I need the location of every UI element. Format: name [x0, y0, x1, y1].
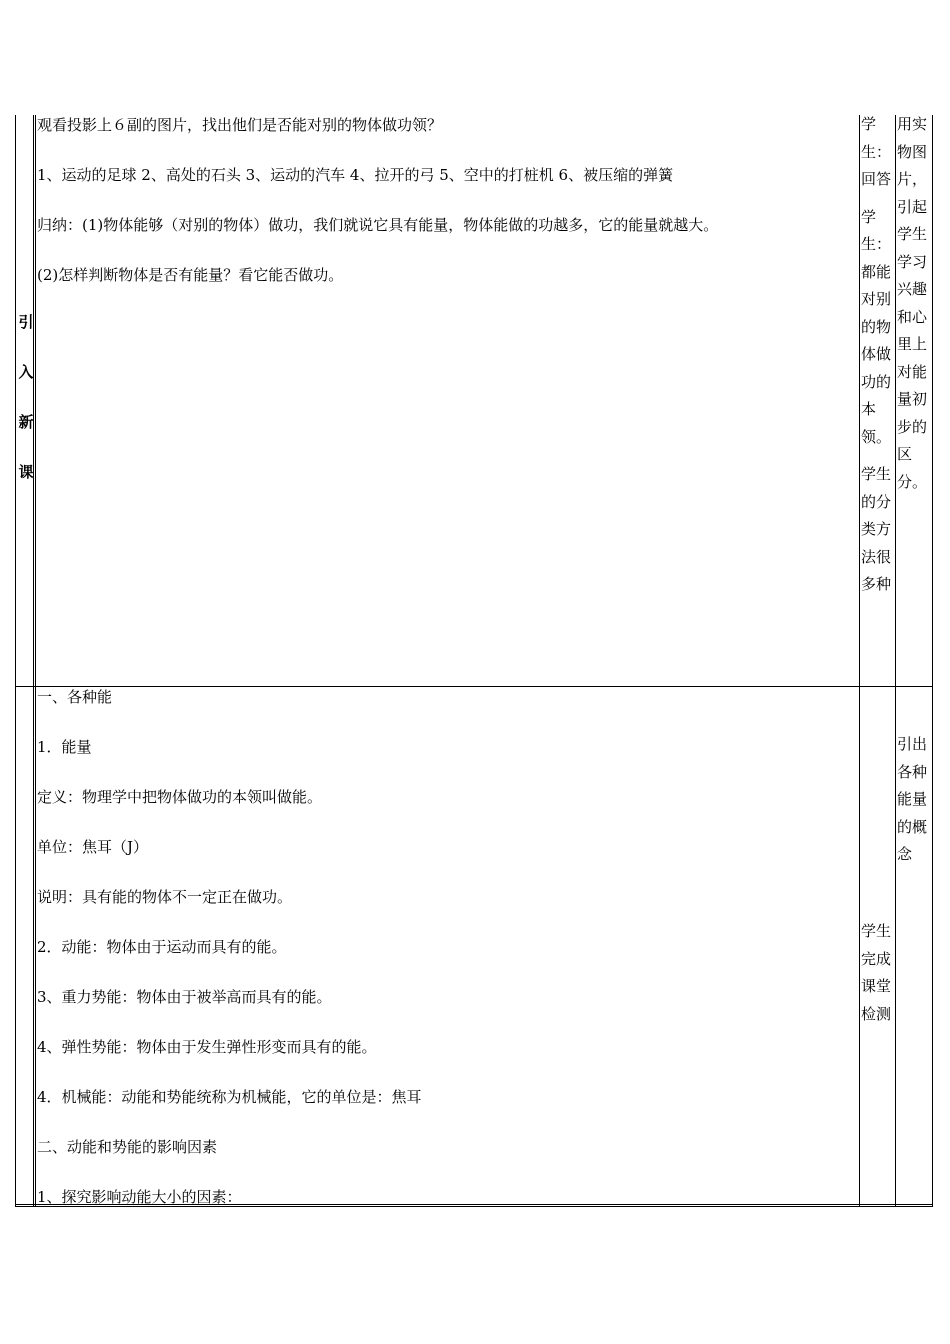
student-activity-text: 学生：回答 — [861, 115, 892, 188]
student-activity-text: 学生的分类方法很多种 — [861, 465, 892, 593]
table-border-right — [932, 115, 933, 1207]
content-paragraph: 1、探究影响动能大小的因素： — [37, 1188, 242, 1206]
column-divider — [33, 115, 36, 1207]
column-divider — [859, 115, 860, 1207]
design-intent-cell — [897, 731, 931, 869]
content-paragraph: 1、运动的足球 2、高处的石头 3、运动的汽车 4、拉开的弓 5、空中的打桩机 6、被压缩的弹簧 — [37, 166, 674, 184]
content-paragraph: 一、各种能 — [37, 688, 113, 706]
content-paragraph: 单位：焦耳（J） — [37, 838, 149, 856]
content-paragraph: 二、动能和势能的影响因素 — [37, 1138, 218, 1156]
lesson-table — [15, 115, 933, 1207]
content-paragraph: 观看投影上６副的图片，找出他们是否能对别的物体做功领？ — [37, 116, 443, 134]
content-cell — [37, 687, 855, 1207]
design-intent-text: 引出各种能量的概念 — [897, 735, 928, 863]
content-cell — [37, 115, 855, 285]
section-label-char: 新 — [18, 413, 34, 431]
student-activity-cell — [861, 111, 893, 599]
content-paragraph: 归纳：(1)物体能够（对别的物体）做功，我们就说它具有能量，物体能做的功越多，它的能量就越大。 — [37, 216, 719, 234]
student-activity-text: 学生：都能对别的物体做功的本领。 — [861, 207, 892, 446]
student-activity-text: 学生完成课堂检测 — [861, 922, 892, 1023]
student-activity-cell — [861, 918, 893, 1028]
content-paragraph: 3、重力势能：物体由于被举高而具有的能。 — [37, 988, 332, 1006]
content-paragraph: 4、弹性势能：物体由于发生弹性形变而具有的能。 — [37, 1038, 377, 1056]
table-border-left — [15, 115, 16, 1207]
content-paragraph: 2．动能：物体由于运动而具有的能。 — [37, 938, 287, 956]
design-intent-text: 用实物图片，引起学生学习兴趣和心里上对能量初步的区分。 — [897, 115, 928, 491]
content-paragraph: 4．机械能：动能和势能统称为机械能，它的单位是：焦耳 — [37, 1088, 422, 1106]
content-paragraph: 说明：具有能的物体不一定正在做功。 — [37, 888, 293, 906]
column-divider — [895, 115, 896, 1207]
section-label-char: 入 — [18, 363, 34, 381]
section-label-char: 课 — [18, 463, 34, 481]
content-paragraph: 1．能量 — [37, 738, 92, 756]
content-paragraph: 定义：物理学中把物体做功的本领叫做能。 — [37, 788, 323, 806]
content-paragraph: (2)怎样判断物体是否有能量？看它能否做功。 — [37, 266, 344, 284]
design-intent-cell — [897, 111, 931, 496]
section-label-char: 引 — [18, 313, 34, 331]
